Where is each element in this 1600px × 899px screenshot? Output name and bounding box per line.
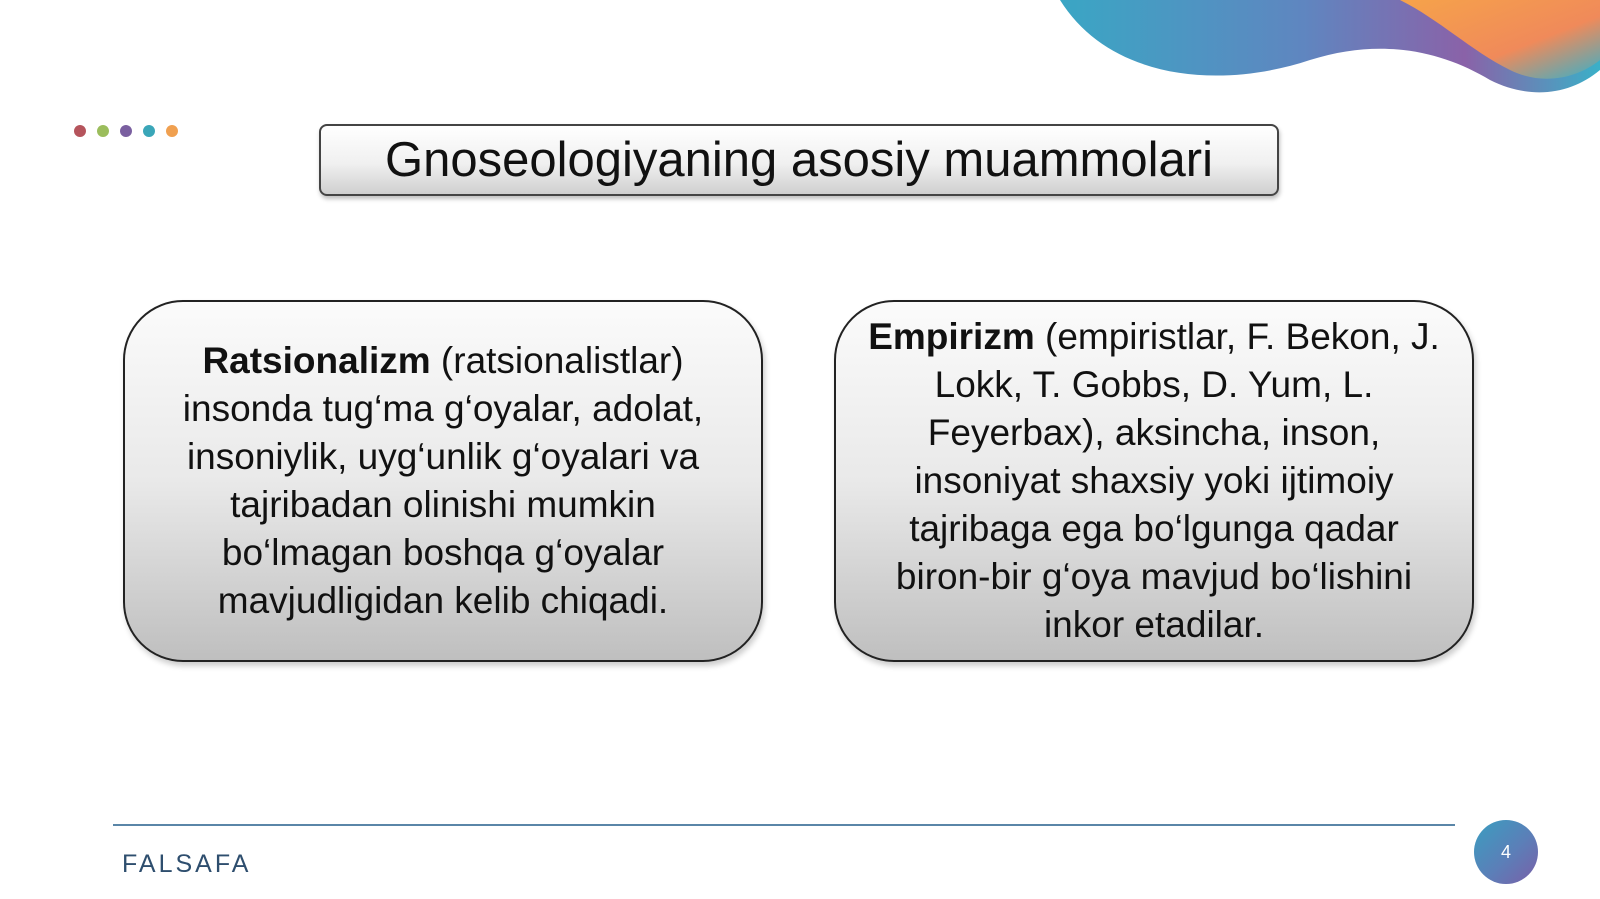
empiricism-description: (empiristlar, F. Bekon, J. Lokk, T. Gobbs, D. Yum, L. Feyerbax), aksincha, inson, insoniyat shaxsiy yoki ijtimoiy tajribaga ega bo‘lgunga qadar biron-bir g‘oya mavjud bo‘lishini inkor etadilar. — [895, 316, 1440, 645]
empiricism-term: Empirizm — [868, 316, 1035, 357]
slide-title: Gnoseologiyaning asosiy muammolari — [385, 133, 1213, 187]
dot-green — [97, 125, 109, 137]
decorative-wave-shape — [1020, 0, 1600, 100]
rationalism-card — [123, 300, 763, 662]
rationalism-text — [153, 337, 733, 625]
decorative-dots — [74, 125, 178, 137]
dot-orange — [166, 125, 178, 137]
rationalism-term: Ratsionalizm — [202, 340, 431, 381]
slide-title-box — [319, 124, 1279, 196]
page-number-badge — [1474, 820, 1538, 884]
empiricism-text — [864, 313, 1444, 649]
empiricism-card — [834, 300, 1474, 662]
dot-red — [74, 125, 86, 137]
page-number: 4 — [1500, 841, 1511, 862]
dot-purple — [120, 125, 132, 137]
dot-teal — [143, 125, 155, 137]
footer-label: FALSAFA — [122, 850, 252, 878]
rationalism-description: (ratsionalistlar) insonda tug‘ma g‘oyalar, adolat, insoniylik, uyg‘unlik g‘oyalari va tajribadan olinishi mumkin bo‘lmagan boshqa g‘oyalar mavjudligidan kelib chiqadi. — [182, 340, 704, 621]
footer-divider — [113, 824, 1455, 826]
